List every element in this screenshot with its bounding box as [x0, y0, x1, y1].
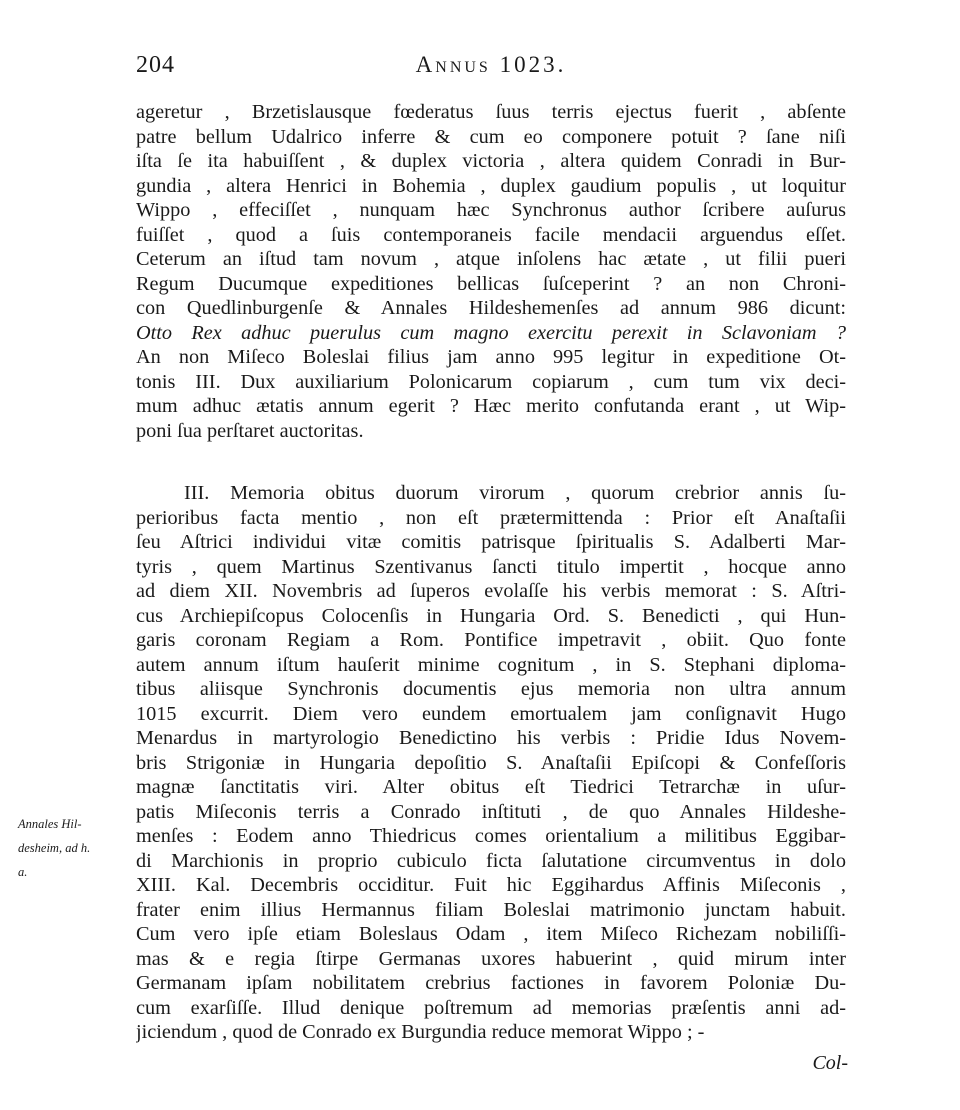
- paragraph1-line: ageretur , Brzetislausque fœderatus ſuus terris ejectus fuerit , abſente: [136, 101, 846, 123]
- paragraph2-line: Menardus in martyrologio Benedictino his verbis : Pridie Idus Novem-: [136, 727, 846, 749]
- paragraph2-line: tyris , quem Martinus Szentivanus ſancti titulo impertit , hocque anno: [136, 555, 846, 578]
- paragraph2-line: Cum vero ipſe etiam Boleslaus Odam , item Miſeco Richezam nobiliſſi-: [136, 923, 846, 945]
- marginal-note: [18, 812, 130, 884]
- paragraph1-line: poni ſua perſtaret auctoritas.: [136, 419, 364, 442]
- catchword: Col-: [812, 1052, 848, 1074]
- paragraph-2: [136, 481, 846, 1045]
- paragraph1-line: con Quedlinburgenſe & Annales Hildeshemenſes ad annum 986 dicunt:: [136, 297, 846, 319]
- paragraph2-line: perioribus facta mentio , non eſt prætermittenda : Prior eſt Anaſtaſii: [136, 506, 846, 529]
- paragraph1-line: Wippo , effeciſſet , nunquam hæc Synchronus author ſcribere auſurus: [136, 199, 846, 221]
- marginal-note-line: Annales Hil-: [18, 817, 82, 831]
- paragraph2-line: Germanam ipſam nobilitatem crebrius factiones in favorem Poloniæ Du-: [136, 972, 846, 994]
- paragraph1-line: tonis III. Dux auxiliarium Polonicarum copiarum , cum tum vix deci-: [136, 370, 846, 393]
- running-head: Annus 1023.: [415, 52, 567, 77]
- paragraph2-line: 1015 excurrit. Diem vero eundem emortualem jam conſignavit Hugo: [136, 702, 846, 725]
- page-number: 204: [136, 52, 175, 78]
- paragraph1-line: Regum Ducumque expeditiones bellicas ſuſceperint ? an non Chroni-: [136, 272, 846, 295]
- paragraph2-line: tibus aliisque Synchronis documentis ejus memoria non ultra annum: [136, 678, 846, 700]
- paragraph-1: [136, 100, 846, 443]
- paragraph1-line: gundia , altera Henrici in Bohemia , duplex gaudium populis , ut loquitur: [136, 174, 846, 197]
- paragraph2-line: mas & e regia ſtirpe Germanas uxores habuerint , quid mirum inter: [136, 947, 846, 970]
- paragraph2-line: ad diem XII. Novembris ad ſuperos evolaſſe his verbis memorat : S. Aſtri-: [136, 580, 846, 602]
- paragraph2-line: cum exarſiſſe. Illud denique poſtremum ad memorias præſentis anni ad-: [136, 996, 846, 1019]
- paragraph1-line: iſta ſe ita habuiſſent , & duplex victoria , altera quidem Conradi in Bur-: [136, 150, 846, 172]
- paragraph2-line: XIII. Kal. Decembris occiditur. Fuit hic Eggihardus Affinis Miſeconis ,: [136, 874, 846, 896]
- paragraph2-line: garis coronam Regiam a Rom. Pontifice impetravit , obiit. Quo fonte: [136, 629, 846, 651]
- paragraph-gap: [136, 443, 846, 481]
- body-text: [136, 100, 846, 1045]
- paragraph1-line: patre bellum Udalrico inferre & cum eo componere potuit ? ſane niſi: [136, 125, 846, 148]
- marginal-note-line: desheim, ad h.: [18, 841, 91, 855]
- paragraph1-line: An non Miſeco Boleslai filius jam anno 995 legitur in expeditione Ot-: [136, 346, 846, 368]
- paragraph1-line: Otto Rex adhuc puerulus cum magno exercitu perexit in Sclavoniam ?: [136, 321, 846, 344]
- paragraph2-line: III. Memoria obitus duorum virorum , quorum crebrior annis ſu-: [184, 482, 846, 504]
- paragraph1-line: fuiſſet , quod a ſuis contemporaneis facile mendacii arguendus eſſet.: [136, 223, 846, 246]
- paragraph2-line: frater enim illius Hermannus filiam Boleslai matrimonio junctam habuit.: [136, 898, 846, 921]
- paragraph2-line: menſes : Eodem anno Thiedricus comes orientalium a militibus Eggibar-: [136, 825, 846, 847]
- paragraph2-line: bris Strigoniæ in Hungaria depoſitio S. Anaſtaſii Epiſcopi & Confeſſoris: [136, 751, 846, 774]
- paragraph1-line: mum adhuc ætatis annum egerit ? Hæc merito confutanda erant , ut Wip-: [136, 395, 846, 417]
- paragraph1-line: Ceterum an iſtud tam novum , atque inſolens hac ætate , ut filii pueri: [136, 248, 846, 270]
- paragraph2-line: di Marchionis in proprio cubiculo ficta ſalutatione circumventus in dolo: [136, 849, 846, 872]
- paragraph2-line: jiciendum , quod de Conrado ex Burgundia reduce memorat Wippo ; -: [136, 1021, 705, 1043]
- page-header: [136, 52, 846, 86]
- paragraph2-line: magnæ ſanctitatis viri. Alter obitus eſt Tiedrici Tetrarchæ in uſur-: [136, 776, 846, 798]
- paragraph2-line: autem annum iſtum hauſerit minime cognitum , in S. Stephani diploma-: [136, 653, 846, 676]
- paragraph2-line: ſeu Aſtrici individui vitæ comitis patrisque ſpiritualis S. Adalberti Mar-: [136, 531, 846, 553]
- paragraph2-line: patis Miſeconis terris a Conrado inſtituti , de quo Annales Hildeshe-: [136, 800, 846, 823]
- paragraph2-line: cus Archiepiſcopus Colocenſis in Hungaria Ord. S. Benedicti , qui Hun-: [136, 604, 846, 627]
- marginal-note-line: a.: [18, 865, 28, 879]
